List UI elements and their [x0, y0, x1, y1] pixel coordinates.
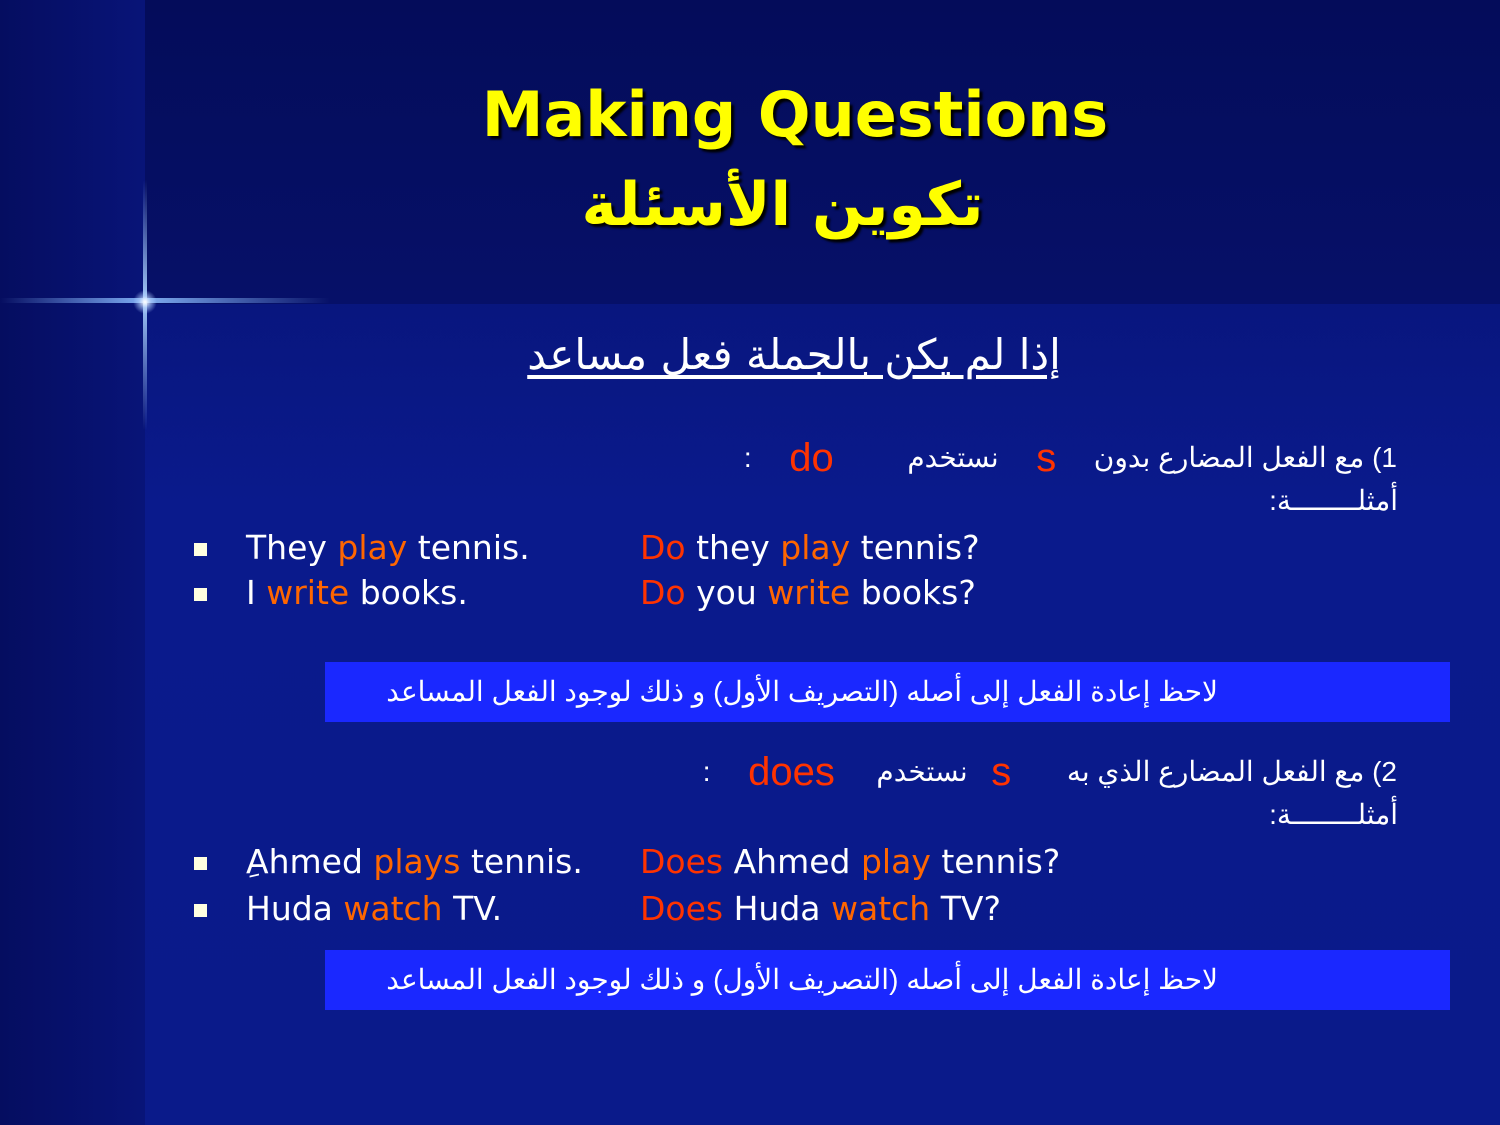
light-flare-icon	[133, 290, 157, 314]
rule-2-colon: :	[702, 756, 711, 787]
example-statement: They play tennis.	[246, 528, 530, 567]
slide-subtitle: إذا لم يكن بالجملة فعل مساعد	[527, 330, 1061, 379]
slide-title: Making Questions	[481, 78, 1109, 151]
note-box-2: لاحظ إعادة الفعل إلى أصله (التصريف الأول) و ذلك لوجود الفعل المساعد	[325, 950, 1450, 1010]
example-question: Do they play tennis?	[640, 528, 980, 567]
slide-title-arabic: تكوين الأسئلة	[581, 170, 984, 240]
example-question: Does Huda watch TV?	[640, 889, 1001, 928]
example-statement: ِAhmed plays tennis.	[246, 842, 583, 881]
rule-1-use: نستخدم	[907, 442, 999, 473]
example-statement: Huda watch TV.	[246, 889, 503, 928]
examples-label-1: أمثلــــــــة:	[1269, 485, 1398, 516]
rule-2-aux: does	[748, 750, 835, 794]
rule-1-text: 1) مع الفعل المضارع بدون	[1093, 442, 1397, 473]
rule-1-letter: s	[1036, 436, 1057, 480]
rule-1-aux: do	[789, 436, 834, 480]
rule-1-colon: :	[743, 442, 752, 473]
example-statement: I write books.	[246, 573, 468, 612]
bullet-icon	[194, 588, 207, 601]
rule-2-letter: s	[991, 750, 1012, 794]
rule-2	[0, 750, 1397, 795]
example-row	[190, 889, 1190, 933]
example-row	[190, 528, 1190, 572]
example-row	[190, 573, 1190, 617]
bullet-icon	[194, 857, 207, 870]
example-question: Do you write books?	[640, 573, 976, 612]
note-box-1: لاحظ إعادة الفعل إلى أصله (التصريف الأول) و ذلك لوجود الفعل المساعد	[325, 662, 1450, 722]
example-question: Does Ahmed play tennis?	[640, 842, 1061, 881]
rule-2-use: نستخدم	[876, 756, 968, 787]
examples-label-2: أمثلــــــــة:	[1269, 799, 1398, 830]
example-row	[190, 842, 1190, 886]
rule-2-text: 2) مع الفعل المضارع الذي به	[1066, 756, 1397, 787]
light-flare-horizontal	[0, 298, 330, 303]
left-band	[0, 0, 145, 1125]
header-band	[0, 0, 1500, 304]
rule-1	[0, 436, 1397, 481]
bullet-icon	[194, 904, 207, 917]
bullet-icon	[194, 543, 207, 556]
